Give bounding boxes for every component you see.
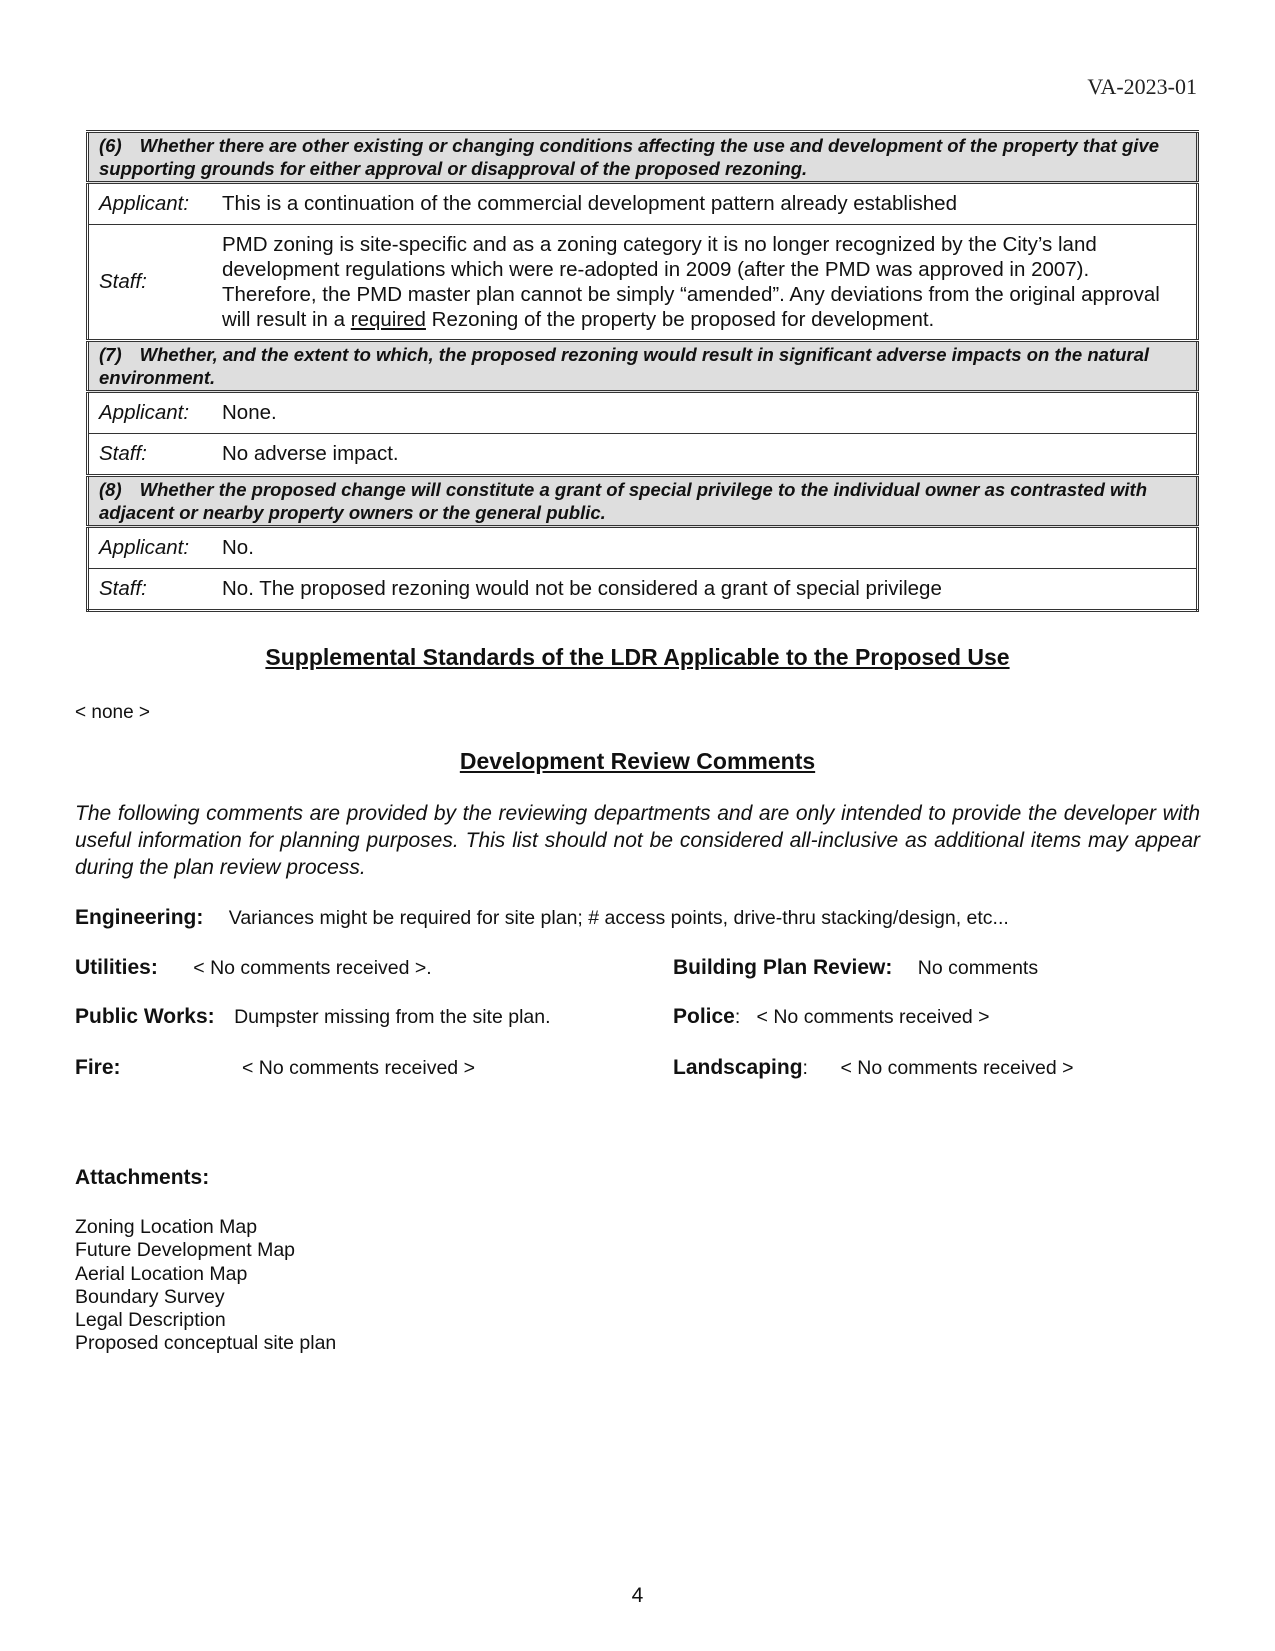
- police-value: : < No comments received >: [734, 1006, 990, 1028]
- building-plan-review-value: No comments: [917, 957, 1039, 979]
- list-item: Boundary Survey: [75, 1285, 225, 1308]
- criterion-number: (8): [99, 479, 122, 500]
- document-id: VA-2023-01: [1087, 74, 1197, 99]
- building-plan-review-comment: [673, 956, 1038, 980]
- applicant-response: No.: [212, 527, 1198, 569]
- utilities-comment: [75, 956, 432, 980]
- criterion-6-staff-row: [88, 225, 1198, 341]
- page-number: 4: [631, 1584, 644, 1607]
- public-works-comment: [75, 1005, 551, 1029]
- landscaping-value: : < No comments received >: [802, 1057, 1074, 1079]
- attachments-heading: Attachments:: [75, 1166, 210, 1189]
- police-label: Police: [673, 1005, 735, 1028]
- staff-response: No adverse impact.: [212, 434, 1198, 476]
- staff-label: Staff:: [88, 569, 213, 611]
- engineering-comment: [75, 906, 1009, 930]
- public-works-value: Dumpster missing from the site plan.: [234, 1006, 551, 1028]
- staff-label: Staff:: [88, 225, 213, 341]
- applicant-label: Applicant:: [88, 527, 213, 569]
- staff-response-part-1: PMD zoning is site-specific and as a zoning category it is no longer recognized by the City’s land development regulations which were re-adopted in 2009 (after the PMD was approved in 2007). Therefore, the PMD master plan cannot be simply “amended”. Any deviations from the original approval will result in a: [222, 233, 1160, 331]
- engineering-value: Variances might be required for site plan; # access points, drive-thru stacking/design, etc...: [228, 907, 1009, 929]
- engineering-label: Engineering:: [75, 906, 204, 929]
- criterion-7-staff-row: [88, 434, 1198, 476]
- fire-value: < No comments received >: [241, 1057, 475, 1079]
- utilities-label: Utilities:: [75, 956, 158, 979]
- police-comment: [673, 1005, 990, 1029]
- applicant-label: Applicant:: [88, 392, 213, 434]
- applicant-response: This is a continuation of the commercial development pattern already established: [212, 183, 1198, 225]
- list-item: Future Development Map: [75, 1239, 296, 1262]
- supplemental-standards-heading: Supplemental Standards of the LDR Applicable to the Proposed Use: [265, 644, 1010, 670]
- criterion-number: (6): [99, 135, 122, 156]
- criterion-8-staff-row: [88, 569, 1198, 611]
- staff-response: [212, 225, 1198, 341]
- landscaping-label: Landscaping: [673, 1056, 803, 1079]
- public-works-label: Public Works:: [75, 1005, 215, 1028]
- supplemental-standards-value: < none >: [75, 702, 151, 723]
- criterion-question-text: Whether there are other existing or changing conditions affecting the use and development of the property that give supporting grounds for either approval or disapproval of the proposed rezoning.: [99, 135, 1159, 179]
- criterion-6-question: [88, 132, 1198, 183]
- building-plan-review-label: Building Plan Review:: [673, 956, 893, 979]
- criterion-7-question: [88, 341, 1198, 392]
- staff-label: Staff:: [88, 434, 213, 476]
- fire-label: Fire:: [75, 1056, 121, 1079]
- criterion-number: (7): [99, 344, 122, 365]
- list-item: Aerial Location Map: [75, 1262, 248, 1285]
- staff-response-underlined-word: required: [350, 308, 426, 331]
- list-item: Zoning Location Map: [75, 1216, 258, 1238]
- criterion-6-applicant-row: [88, 183, 1198, 225]
- criterion-6-question-row: [88, 132, 1198, 183]
- fire-comment: [75, 1056, 475, 1080]
- list-item: Proposed conceptual site plan: [75, 1332, 337, 1355]
- list-item: Legal Description: [75, 1309, 226, 1332]
- development-review-heading: Development Review Comments: [459, 748, 816, 774]
- staff-response: No. The proposed rezoning would not be considered a grant of special privilege: [212, 569, 1198, 611]
- criterion-8-question-row: [88, 476, 1198, 527]
- criterion-7-question-row: [88, 341, 1198, 392]
- staff-response-part-2: Rezoning of the property be proposed for development.: [425, 308, 935, 331]
- applicant-label: Applicant:: [88, 183, 213, 225]
- landscaping-comment: [673, 1056, 1073, 1080]
- criteria-table: [86, 130, 1199, 612]
- criterion-7-applicant-row: [88, 392, 1198, 434]
- attachments-list: [75, 1216, 336, 1356]
- criterion-question-text: Whether, and the extent to which, the proposed rezoning would result in significant adverse impacts on the natural environment.: [99, 344, 1150, 388]
- criterion-8-question: [88, 476, 1198, 527]
- applicant-response: None.: [212, 392, 1198, 434]
- criterion-question-text: Whether the proposed change will constitute a grant of special privilege to the individual owner as contrasted with adjacent or nearby property owners or the general public.: [99, 479, 1147, 523]
- review-intro-paragraph: The following comments are provided by the reviewing departments and are only intended to provide the developer with useful information for planning purposes. This list should not be considered all-inclusive as additional items may appear during the plan review process.: [75, 802, 1200, 879]
- utilities-value: < No comments received >.: [193, 957, 432, 979]
- criterion-8-applicant-row: [88, 527, 1198, 569]
